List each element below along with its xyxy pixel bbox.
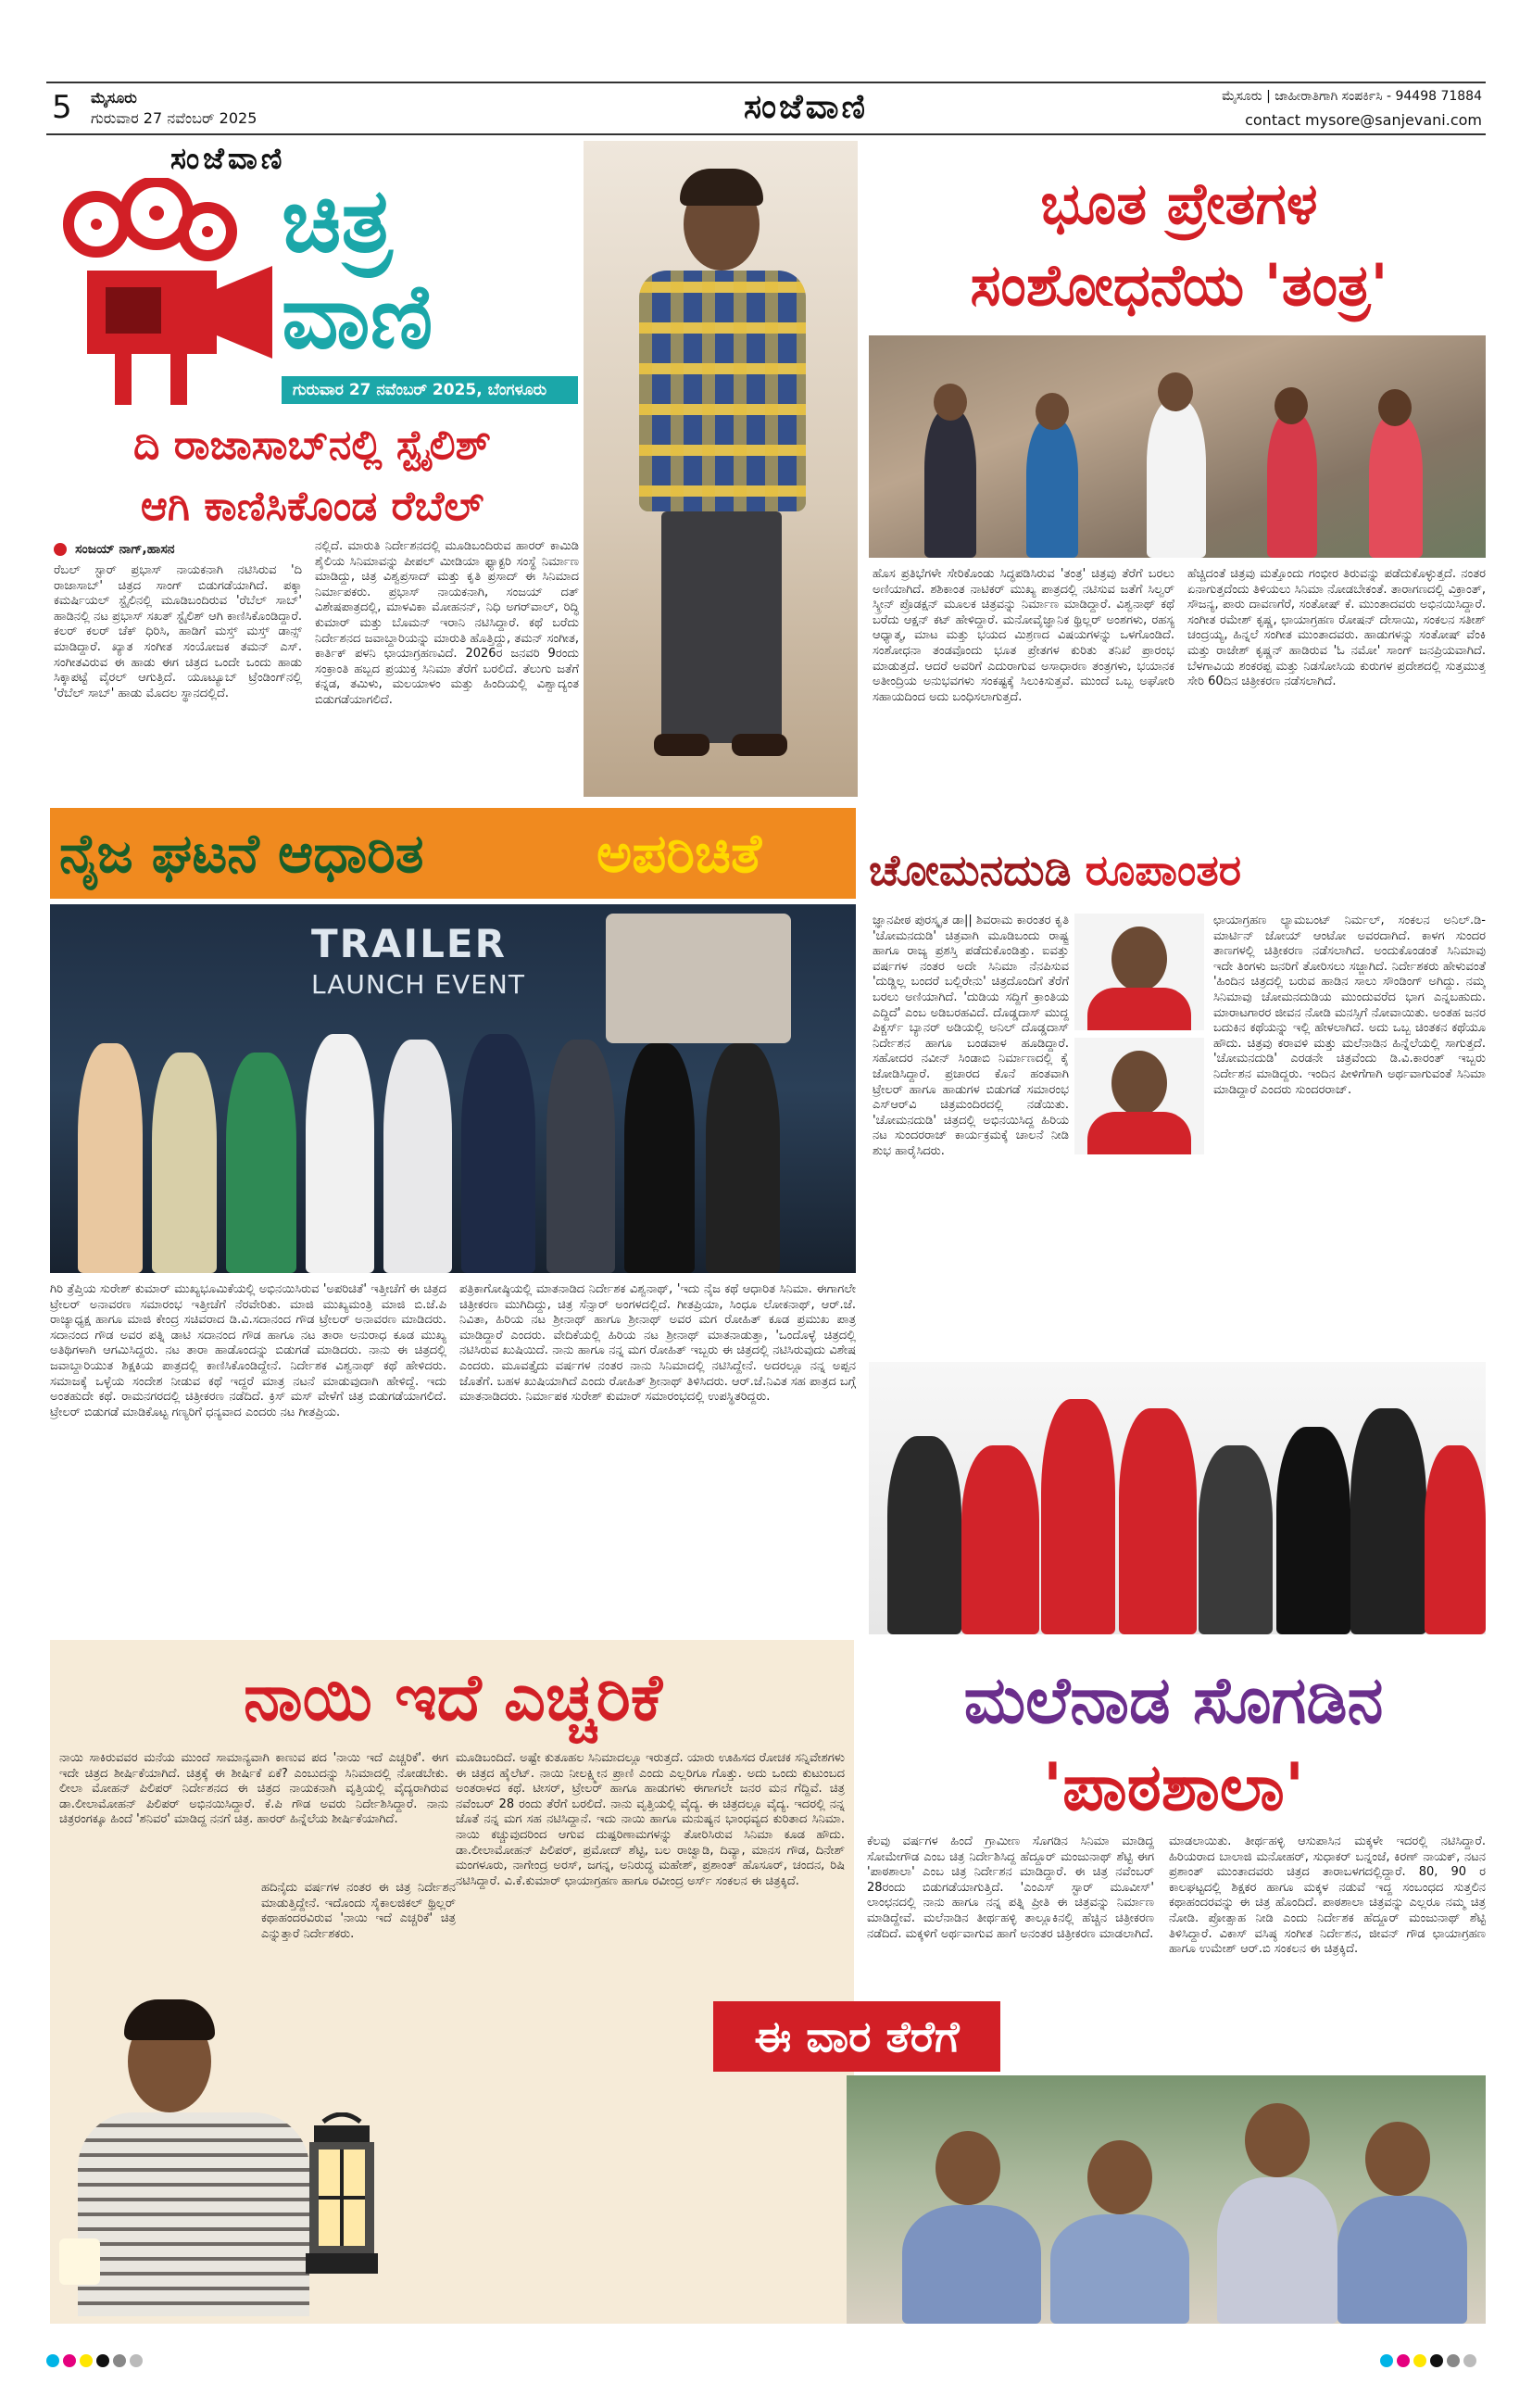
- gray-dot-icon: [113, 2354, 126, 2367]
- story3-col1: ಗಿರಿ ತ್ರೆಪ್ತಿಯ ಸುರೇಶ್ ಕುಮಾರ್ ಮುಖ್ಯಭೂಮಿಕೆಯಲ್ಲಿ ಅಭಿನಯಿಸಿರುವ 'ಅಪರಿಚಿತೆ' ಇತ್ತೀಚೆಗೆ ಈ ಚಿತ್ರದ ಟ್ರೇಲರ್ ಅನಾವರಣ ಸಮಾರಂಭ ಇತ್ತೀಚೆಗೆ ನೆರವೇರಿತು. ಮಾಜಿ ಮುಖ್ಯಮಂತ್ರಿ ಮಾಜಿ ಬಿ.ಜೆ.ಪಿ ರಾಜ್ಯಾಧ್ಯಕ್ಷ ಹಾಗೂ ಮಾಜಿ ಕೇಂದ್ರ ಸಚಿವರಾದ ಡಿ.ವಿ.ಸದಾನಂದ ಗೌಡ ಟ್ರೇಲರ್ ಅನಾವರಣ ಮಾಡಿದರು. ಸದಾನಂದ ಗೌಡ ಅವರ ಪತ್ನಿ ಡಾಟಿ ಸದಾನಂದ ಗೌಡ ಹಾಗೂ ನಟ ತಾರಾ ಅನುರಾಧ ಕೂಡ ಮುಖ್ಯ ಅತಿಥಿಗಳಾಗಿ ಆಗಮಿಸಿದ್ದರು. ನಟ ತಾರಾ ಹಾಡೊಂದನ್ನು ಬಿಡುಗಡೆ ಮಾಡಿದರು. ನಾನು ಈ ಚಿತ್ರದಲ್ಲಿ ಜವಾಬ್ದಾರಿಯುತ ಶಿಕ್ಷಕಿಯ ಪಾತ್ರದಲ್ಲಿ ಕಾಣಿಸಿಕೊಂಡಿದ್ದೇನೆ. ನಿರ್ದೇಶಕ ವಿಶ್ವನಾಥ್ ಕಥೆ ಹೇಳಿದರು. ಸಮಾಜಕ್ಕೆ ಒಳ್ಳೆಯ ಸಂದೇಶ ನೀಡುವ ಕಥೆ ಇದ್ದರೆ ಮಾತ್ರ ನಟನೆ ಮಾಡುವುದಾಗಿ ಹೇಳಿದ್ದೆ. ಇದು ಅಂತಹುದೇ ಕಥೆ. ರಾಮನಗರದಲ್ಲಿ ಚಿತ್ರೀಕರಣ ನಡೆದಿದೆ. ಕ್ರಿಸ್ ಮಸ್ ವೇಳೆಗೆ ಚಿತ್ರ ಬಿಡುಗಡೆಯಾಗಲಿದೆ. ಟ್ರೇಲರ್ ಬಿಡುಗಡೆ ಮಾಡಿಕೊಟ್ಟ ಗಣ್ಯರಿಗೆ ಧನ್ಯವಾದ ಎಂದರು ನಟ ಗೀತಪ್ರಿಯ.: [50, 1282, 446, 1419]
- photo-figure-shirt-overlay: [639, 271, 806, 511]
- chitravani-logo: [59, 141, 580, 410]
- logo-brand: ಸಂಜೆವಾಣಿ: [170, 141, 286, 176]
- photo-person-shirt: [1087, 988, 1191, 1030]
- photo-person: [887, 1436, 961, 1634]
- story5-col1: ನಾಯಿ ಸಾಕಿರುವವರ ಮನೆಯ ಮುಂದೆ ಸಾಮಾನ್ಯವಾಗಿ ಕಾಣುವ ಪದ 'ನಾಯಿ ಇದೆ ಎಚ್ಚರಿಕೆ'. ಈಗ ಇದೇ ಚಿತ್ರದ ಶೀರ್ಷಿಕೆಯಾಗಿದೆ. ಚಿತ್ರಕ್ಕೆ ಈ ಶೀರ್ಷಿಕೆ ಏಕೆ? ಎಂಬುದನ್ನು ಸಿನಿಮಾದಲ್ಲಿ ನೋಡಬೇಕು. ಲೀಲಾ ಮೋಹನ್ ಪಿಲಿಪರ್ ನಿರ್ದೇಶನದ ಈ ಚಿತ್ರದ ನಾಯಕನಾಗಿ ವೃತ್ತಿಯಲ್ಲಿ ವೈದ್ಯರಾಗಿರುವ ಡಾ.ಲೀಲಾಮೋಹನ್ ಪಿಲಿಪರ್ ಅಭಿನಯಿಸಿದ್ದಾರೆ. ಕೆ.ಪಿ ಗೌಡ ಅವರು ನಿರ್ದೇಶಿಸಿದ್ದಾರೆ. ನಾನು ಚಿತ್ರರಂಗಕ್ಕೂ ಹಿಂದೆ 'ಶನಿವರ' ಮಾಡಿದ್ದ ನನಗೆ ಚಿತ್ರ. ಹಾರರ್ ಹಿನ್ನೆಲೆಯ ಶೀರ್ಷಿಕೆಯಾಗಿದೆ.: [59, 1751, 448, 1827]
- logo-title-line2: ವಾಣಿ: [282, 265, 433, 369]
- photo-person-head: [1036, 393, 1069, 430]
- logo-title-line1: ಚಿತ್ರ: [282, 169, 393, 272]
- story4-col2: ಛಾಯಾಗ್ರಹಣ ಲ್ಯಾಮಬಂಟ್ ನಿರ್ಮಲ್, ಸಂಕಲನ ಅನಿಲ್.ಡಿ-ಮಾರ್ಟಿನ್ ಜೋಯ್ ಆಂಟೋ ಅವರದಾಗಿದೆ. ಕಾಳಗ ಸುಂದರ ತಾಣಗಳಲ್ಲಿ ಚಿತ್ರೀಕರಣ ನಡೆಸಲಾಗಿದೆ. ಅಂದುಕೊಂಡಂತೆ ಸಿನಿಮಾವು ಇದೇ ತಿಂಗಳು ಜನರಿಗೆ ತೋರಿಸಲು ಸಜ್ಜಾಗಿದೆ. ನಿರ್ದೇಶಕರು ಹೇಳುವಂತೆ 'ಹಿಂದಿನ ಚಿತ್ರದಲ್ಲಿ ಬರುವ ಹಾಡಿನ ಸಾಲು ಸೌಂಡಿಂಗ್ ಅಗಿದ್ದು. ನಮ್ಮ ಸಿನಿಮಾವು ಚೋಮನದುಡಿಯ ಮುಂದುವರೆದ ಭಾಗ ಎನ್ನಬಹುದು. ಮಾರಾಟಗಾರರ ಜೀವನ ನೋಡಿ ಮನಸ್ಸಿಗೆ ನೋವಾಯಿತು. ಅಂತಹ ಜನರ ಬದುಕಿನ ಕಥೆಯನ್ನು ಇಲ್ಲಿ ಹೇಳಲಾಗಿದೆ. ಅದು ಒಬ್ಬ ಚಿಂತಕನ ಕಥೆಯೂ ಹೌದು. ಚಿತ್ರವು ಕರಾವಳಿ ಮತ್ತು ಮಲೆನಾಡಿನ ಹಿನ್ನೆಲೆಯಲ್ಲಿ ಸಾಗುತ್ತದೆ. 'ಚೋಮನದುಡಿ' ಎರಡನೇ ಚಿತ್ರವೆಂದು ಡಿ.ವಿ.ಕಾರಂತ್ ಇಬ್ಬರು ನಿರ್ದೇಶನ ಮಾಡಿದ್ದರು. ಇಂದಿನ ಪೀಳಿಗೆಗಾಗಿ ಅರ್ಥವಾಗುವಂತೆ ಸಿನಿಮಾ ಮಾಡಿದ್ದಾರೆ ಎಂದರು ಸುಂದರರಾಜ್.: [1213, 914, 1486, 1097]
- magenta-dot-icon: [1397, 2354, 1410, 2367]
- photo-person: [383, 1040, 452, 1273]
- lantern-icon: [291, 2112, 393, 2288]
- page-number: 5: [52, 89, 72, 126]
- yellow-dot-icon: [1413, 2354, 1426, 2367]
- photo-person-head: [1111, 1051, 1167, 1116]
- story5-box: [50, 1640, 854, 2324]
- story3-headline-part2: ಅಪರಿಚಿತೆ: [596, 822, 762, 885]
- story2-headline-line1: ಭೂತ ಪ್ರೇತಗಳ: [1040, 170, 1318, 237]
- masthead-paper-name: ಸಂಜೆವಾಣಿ: [743, 87, 868, 126]
- story6-col1b: [1010, 1992, 1154, 2057]
- byline-text: ಸಂಜಯ್ ನಾಗ್,ಹಾಸನ: [75, 542, 175, 557]
- photo-figure-shoe: [732, 734, 787, 756]
- photo-person: [1425, 1445, 1486, 1634]
- photo-person-head: [1378, 389, 1412, 426]
- story5-headline: ನಾಯಿ ಇದೆ ಎಚ್ಚರಿಕೆ: [243, 1659, 662, 1735]
- story2-col2: ಹೆಚ್ಚಿದಂತೆ ಚಿತ್ರವು ಮತ್ತೊಂದು ಗಂಭೀರ ತಿರುವನ್ನು ಪಡೆದುಕೊಳ್ಳುತ್ತದೆ. ನಂತರ ಏನಾಗುತ್ತದೆಂದು ತಿಳಿಯಲು ಸಿನಿಮಾ ನೋಡಬೇಕಂತೆ. ತಾರಾಗಣದಲ್ಲಿ ವಿಕ್ರಾಂತ್, ಸೌಜನ್ಯ, ಪಾರು ದಾವಣಗೆರೆ, ಸಂತೋಷ್ ಕೆ. ಮುಂತಾದವರು ಅಭಿನಯಿಸಿದ್ದಾರೆ. ಸಂಗೀತ ರಮೇಶ್ ಕೃಷ್ಣ, ಛಾಯಾಗ್ರಹಣ ರೋಷನ್ ದೇಸಾಯಿ, ಸಂಕಲನ ಸತೀಶ್ ಚಂದ್ರಯ್ಯ, ಹಿನ್ನಲೆ ಸಂಗೀತ ಮುಂತಾದವರು. ಹಾಡುಗಳನ್ನು ಸಂತೋಷ್ ವೆಂಕಿ ಮತ್ತು ರಾಜೇಶ್ ಕೃಷ್ಣನ್ ಹಾಡಿರುವ 'ಓ ನಮೋ' ಸಾಂಗ್ ಜನಪ್ರಿಯವಾಗಿದೆ. ಬೆಳಗಾವಿಯ ಶಂಕರಪ್ಪ ಮತ್ತು ನಿಡಸೋಸಿಯ ಕುರುಗಳ ಪ್ರದೇಶದಲ್ಲಿ ಸುತ್ತಮುತ್ತ ಸೇರಿ 60ದಿನ ಚಿತ್ರೀಕರಣ ನಡೆಸಲಾಗಿದೆ.: [1187, 567, 1486, 689]
- photo-person-head: [934, 384, 967, 421]
- photo-person: [924, 410, 976, 558]
- black-dot-icon: [96, 2354, 109, 2367]
- story1-byline: [54, 539, 332, 560]
- photo-person: [226, 1053, 296, 1273]
- registration-marks-right: [1380, 2353, 1491, 2372]
- photo-person: [1276, 1427, 1350, 1634]
- photo-person: [1147, 400, 1206, 558]
- story4-headline-part2: ರೂಪಾಂತರ: [1085, 845, 1242, 895]
- photo-person: [1369, 415, 1423, 558]
- photo-person-head: [1111, 927, 1167, 991]
- story5-col2: ಹದಿನೈದು ವರ್ಷಗಳ ನಂತರ ಈ ಚಿತ್ರ ನಿರ್ದೇಶನ ಮಾಡುತ್ತಿದ್ದೇನೆ. ಇದೊಂದು ಸೈಕಾಲಜಿಕಲ್ ಥ್ರಿಲ್ಲರ್ ಕಥಾಹಂದರವಿರುವ 'ನಾಯಿ ಇದೆ ಎಚ್ಚರಿಕೆ' ಚಿತ್ರ ಎನ್ನುತ್ತಾರೆ ನಿರ್ದೇಶಕರು.: [261, 1881, 456, 1941]
- photo-person-hair: [124, 1999, 215, 2040]
- trailer-launch-text-line2: LAUNCH EVENT: [311, 969, 525, 1000]
- paathashaala-photo: [847, 2075, 1486, 2324]
- black-dot-icon: [1430, 2354, 1443, 2367]
- chomanadudi-team-photo: [869, 1362, 1486, 1634]
- photo-person-sweater: [78, 2112, 309, 2316]
- this-week-release-badge: [713, 2001, 1000, 2072]
- photo-person: [461, 1034, 535, 1273]
- film-camera-icon: [59, 178, 291, 410]
- story6-headline-line1: ಮಲೆನಾಡ ಸೊಗಡಿನ: [963, 1662, 1384, 1738]
- photo-person-head: [1158, 372, 1193, 411]
- photo-person: [546, 1040, 615, 1273]
- story1-col1: ರೆಬಲ್ ಸ್ಟಾರ್ ಪ್ರಭಾಸ್ ನಾಯಕನಾಗಿ ನಟಿಸಿರುವ 'ದಿ ರಾಜಾಸಾಬ್' ಚಿತ್ರದ ಸಾಂಗ್ ಬಿಡುಗಡೆಯಾಗಿದೆ. ಪಕ್ಕಾ ಕಮರ್ಷಿಯಲ್ ಸ್ಟೈಲಿನಲ್ಲಿ ಮೂಡಿಬಂದಿರುವ 'ರೆಬೆಲ್ ಸಾಬ್' ಹಾಡಿನಲ್ಲಿ ನಟ ಪ್ರಭಾಸ್ ಸಖತ್ ಸ್ಟೈಲಿಶ್ ಆಗಿ ಕಾಣಿಸಿಕೊಂಡಿದ್ದಾರೆ. ಕಲರ್ ಕಲರ್ ಚೆಕ್ ಧಿರಿಸಿ, ಹಾಡಿಗೆ ಮಸ್ತ್ ಮಸ್ತ್ ಡಾನ್ಸ್ ಮಾಡಿದ್ದಾರೆ. ಖ್ಯಾತ ಸಂಗೀತ ಸಂಯೋಜಕ ತಮನ್ ಎಸ್. ಸಂಗೀತವಿರುವ ಈ ಹಾಡು ಈಗ ಚಿತ್ರದ ಒಂದೇ ಒಂದು ಹಾಡು ಸಿಕ್ಕಾಪಟ್ಟೆ ವೈರಲ್ ಆಗುತ್ತಿದೆ. ಯೂಟ್ಯೂಬ್ ಟ್ರೆಂಡಿಂಗ್‌ನಲ್ಲಿ 'ರೆಬೆಲ್ ಸಾಬ್' ಹಾಡು ಮೊದಲ ಸ್ಥಾನದಲ್ಲಿದೆ.: [54, 563, 302, 700]
- story3-col2: ಪತ್ರಿಕಾಗೋಷ್ಠಿಯಲ್ಲಿ ಮಾತನಾಡಿದ ನಿರ್ದೇಶಕ ವಿಶ್ವನಾಥ್, 'ಇದು ನೈಜ ಕಥೆ ಆಧಾರಿತ ಸಿನಿಮಾ. ಈಗಾಗಲೇ ಚಿತ್ರೀಕರಣ ಮುಗಿದಿದ್ದು, ಚಿತ್ರ ಸೆನ್ಸಾರ್ ಅಂಗಳದಲ್ಲಿದೆ. ಗೀತಪ್ರಿಯಾ, ಸಿಂಧೂ ಲೋಕನಾಥ್, ಆರ್.ಜೆ. ನಿವಿತಾ, ಹಿರಿಯ ನಟ ಶ್ರೀನಾಥ್ ಹಾಗೂ ಶ್ರೀನಾಥ್ ಅವರ ಮಗ ರೋಹಿತ್ ಕೂಡ ಪ್ರಮುಖ ಪಾತ್ರ ಮಾಡಿದ್ದಾರೆ ಎಂದರು. ವೇದಿಕೆಯಲ್ಲಿ ಹಿರಿಯ ನಟ ಶ್ರೀನಾಥ್ ಮಾತನಾಡುತ್ತಾ, 'ಒಂದೊಳ್ಳೆ ಚಿತ್ರದಲ್ಲಿ ನಟಿಸಿರುವ ಖುಷಿಯಿದೆ. ನಾನು ಹಾಗೂ ನನ್ನ ಮಗ ರೋಹಿತ್ ಇಬ್ಬರು ಈ ಚಿತ್ರದಲ್ಲಿ ನಟಿಸಿರುವುದು ವಿಶೇಷ ಎಂದರು. ಮೂವತ್ತೈದು ವರ್ಷಗಳ ನಂತರ ನಾನು ಸಿನಿಮಾದಲ್ಲಿ ನಟಿಸಿದ್ದೇನೆ. ಅದರಲ್ಲೂ ನನ್ನ ಅಪ್ಪನ ಜೊತೆಗೆ. ಬಹಳ ಖುಷಿಯಾಗಿದೆ ಎಂದು ರೋಹಿತ್ ಶ್ರೀನಾಥ್ ತಿಳಿಸಿದರು. ಆರ್.ಜೆ.ನಿವಿತ ಸಹ ಪಾತ್ರದ ಬಗ್ಗೆ ಮಾತನಾಡಿದರು. ನಿರ್ಮಾಪಕ ಸುರೇಶ್ ಕುಮಾರ್ ಸಮಾರಂಭದಲ್ಲಿ ಉಪಸ್ಥಿತರಿದ್ದರು.: [459, 1282, 856, 1405]
- badge-text: ಈ ವಾರ ತೆರೆಗೆ: [754, 2011, 960, 2061]
- photo-person: [902, 2205, 1041, 2324]
- yellow-dot-icon: [80, 2354, 93, 2367]
- photo-person-head: [1087, 2140, 1152, 2214]
- lantern-man-photo: [59, 1973, 448, 2316]
- light-gray-dot-icon: [1463, 2354, 1476, 2367]
- byline-dot-icon: [54, 543, 67, 556]
- director-photo-1: [1074, 914, 1204, 1030]
- poster-face: [606, 914, 791, 1043]
- story4-headline-part1: ಚೋಮನದುಡಿ: [869, 845, 1072, 895]
- story6-col1: ಕೆಲವು ವರ್ಷಗಳ ಹಿಂದೆ ಗ್ರಾಮೀಣ ಸೊಗಡಿನ ಸಿನಿಮಾ ಮಾಡಿದ್ದ ಸೋಮೇಗೌಡ ಎಂಬ ಚಿತ್ರ ನಿರ್ದೇಶಿಸಿದ್ದ ಹೆದ್ದೂರ್ ಮಂಜುನಾಥ್ ಶೆಟ್ಟಿ ಈಗ 'ಪಾಠಶಾಲಾ' ಎಂಬ ಚಿತ್ರ ನಿರ್ದೇಶನ ಮಾಡಿದ್ದಾರೆ. ಈ ಚಿತ್ರ ನವೆಂಬರ್ 28ರಂದು ಬಿಡುಗಡೆಯಾಗುತ್ತಿದೆ. 'ಎಂಎಸ್ ಸ್ಟಾರ್ ಮೂವೀಸ್' ಲಾಂಛನದಲ್ಲಿ ನಾನು ಹಾಗೂ ನನ್ನ ಪತ್ನಿ ಪ್ರೀತಿ ಈ ಚಿತ್ರವನ್ನು ನಿರ್ಮಾಣ ಮಾಡಿದ್ದೇವೆ. ಮಲೆನಾಡಿನ ತೀರ್ಥಹಳ್ಳಿ ತಾಲ್ಲೂಕಿನಲ್ಲಿ ಹೆಚ್ಚಿನ ಚಿತ್ರೀಕರಣ ನಡೆದಿದೆ. ಮಕ್ಕಳಿಗೆ ಅರ್ಥವಾಗುವ ಹಾಗೆ ಅನಂತರ ಚಿತ್ರೀಕರಣ ಮಾಡಲಾಗಿದೆ.: [867, 1834, 1154, 1941]
- masthead-date: ಗುರುವಾರ 27 ನವೆಂಬರ್ 2025: [91, 109, 257, 127]
- photo-figure-shoe: [654, 734, 709, 756]
- masthead-city: ಮೈಸೂರು: [91, 89, 137, 107]
- photo-person-shirt: [1087, 1112, 1191, 1154]
- photo-person: [78, 1043, 143, 1273]
- story3-headline-part1: ನೈಜ ಘಟನೆ ಆಧಾರಿತ: [59, 822, 424, 885]
- director-photo-2: [1074, 1038, 1204, 1154]
- photo-person: [152, 1053, 217, 1273]
- photo-person: [1199, 1445, 1273, 1634]
- registration-marks-left: [46, 2353, 157, 2372]
- photo-person: [1217, 2177, 1337, 2324]
- photo-person: [1050, 2214, 1189, 2324]
- photo-person: [1267, 413, 1317, 558]
- story5-col3: ಮೂಡಿಬಂದಿದೆ. ಅಷ್ಟೇ ಕುತೂಹಲ ಸಿನಿಮಾದಲ್ಲೂ ಇರುತ್ತದೆ. ಯಾರು ಊಹಿಸದ ರೋಚಕ ಸನ್ನಿವೇಶಗಳು ಈ ಚಿತ್ರದ ಹೈಲೆಟ್. ನಾಯಿ ನೀಲಕ್ಷ್ಮೀನ ಪ್ರಾಣಿ ಎಂದು ಎಲ್ಲರಿಗೂ ಗೊತ್ತು. ಅದು ಒಂದು ಕುಟುಂಬದ ಅಂತರಾಳದ ಕಥೆ. ಟೀಸರ್, ಟ್ರೇಲರ್ ಹಾಗೂ ಹಾಡುಗಳು ಈಗಾಗಲೇ ಜನರ ಮನ ಗೆದ್ದಿವೆ. ಚಿತ್ರ ನವೆಂಬರ್ 28 ರಂದು ತೆರೆಗೆ ಬರಲಿದೆ. ನಾನು ವೃತ್ತಿಯಲ್ಲಿ ವೈದ್ಯ. ಈ ಚಿತ್ರದಲ್ಲೂ ವೈದ್ಯ. ಇದರಲ್ಲಿ ನನ್ನ ಜೊತೆ ನನ್ನ ಮಗ ಸಹ ನಟಿಸಿದ್ದಾನೆ. ಇದು ನಾಯಿ ಹಾಗೂ ಮನುಷ್ಯನ ಭಾಂಧವ್ಯದ ಕುರಿತಾದ ಸಿನಿಮಾ. ನಾಯಿ ಕಚ್ಚುವುದರಿಂದ ಆಗುವ ದುಷ್ಪರಿಣಾಮಗಳನ್ನು ತೋರಿಸಿರುವ ಸಿನಿಮಾ ಕೂಡ ಹೌದು. ಡಾ.ಲೀಲಾಮೋಹನ್ ಪಿಲಿಪರ್, ಪ್ರಮೋದ್ ಶೆಟ್ಟಿ, ಬಲ ರಾಜ್ವಾಡಿ, ದಿವ್ಯಾ, ಮಾನಸ ಗೌಡ, ದಿನೇಶ್ ಮಂಗಳೂರು, ನಾಗೇಂದ್ರ ಅರಸ್, ಜಗನ್ನ, ಅನಿರುದ್ಧ ಮಹೇಶ್, ಪ್ರಶಾಂತ್ ಹೊಸೂರ್, ಚಂದನ, ರಿಷಿ ನಟಿಸಿದ್ದಾರೆ. ವಿ.ಕೆ.ಕುಮಾರ್ ಛಾಯಾಗ್ರಹಣ ಹಾಗೂ ರವೀಂದ್ರ ಅರ್ಸ್ ಸಂಕಲನ ಈ ಚಿತ್ರಕ್ಕಿದೆ.: [456, 1751, 845, 1888]
- photo-person: [1041, 1399, 1115, 1634]
- masthead: [46, 82, 1486, 135]
- story6-col2: ಮಾಡಲಾಯಿತು. ತೀರ್ಥಹಳ್ಳಿ ಆಸುಪಾಸಿನ ಮಕ್ಕಳೇ ಇದರಲ್ಲಿ ನಟಿಸಿದ್ದಾರೆ. ಹಿರಿಯರಾದ ಬಾಲಾಜಿ ಮನೋಹರ್, ಸುಧಾಕರ್ ಬನ್ನಂಜೆ, ಕಿರಣ್ ನಾಯಕ್, ನಟನ ಪ್ರಶಾಂತ್ ಮುಂತಾದವರು ಚಿತ್ರದ ತಾರಾಬಳಗದಲ್ಲಿದ್ದಾರೆ. 80, 90 ರ ಕಾಲಘಟ್ಟದಲ್ಲಿ ಶಿಕ್ಷಕರ ಹಾಗೂ ಮಕ್ಕಳ ನಡುವೆ ಇದ್ದ ಸಂಬಂಧದ ಸುತ್ತಲಿನ ಕಥಾಹಂದರವನ್ನು ಈ ಚಿತ್ರ ಹೊಂದಿದೆ. ಪಾಠಶಾಲಾ ಚಿತ್ರವನ್ನು ಎಲ್ಲರೂ ನಮ್ಮ ಚಿತ್ರ ನೋಡಿ. ಪ್ರೋತ್ಸಾಹ ನೀಡಿ ಎಂದು ನಿರ್ದೇಶಕ ಹೆದ್ದೂರ್ ಮಂಜುನಾಥ್ ಶೆಟ್ಟಿ ತಿಳಿಸಿದ್ದಾರೆ. ವಿಕಾಸ್ ವಸಿಷ್ಠ ಸಂಗೀತ ನಿರ್ದೇಶನ, ಜೀವನ್ ಗೌಡ ಛಾಯಾಗ್ರಹಣ ಹಾಗೂ ಉಮೇಶ್ ಆರ್.ಬಿ ಸಂಕಲನ ಈ ಚಿತ್ರಕ್ಕಿದೆ.: [1169, 1834, 1486, 1957]
- photo-person: [1119, 1408, 1197, 1634]
- story1-headline-line1: ದಿ ರಾಜಾಸಾಬ್‌ನಲ್ಲಿ ಸ್ಟೈಲಿಶ್: [133, 422, 491, 469]
- photo-person-head: [1275, 387, 1308, 424]
- photo-person: [1026, 419, 1078, 558]
- photo-person: [706, 1043, 780, 1273]
- photo-person-head: [936, 2131, 1000, 2205]
- light-gray-dot-icon: [130, 2354, 143, 2367]
- cyan-dot-icon: [1380, 2354, 1393, 2367]
- story1-col2: ನಲ್ಲಿದೆ. ಮಾರುತಿ ನಿರ್ದೇಶನದಲ್ಲಿ ಮೂಡಿಬಂದಿರುವ ಹಾರರ್ ಕಾಮಿಡಿ ಶೈಲಿಯ ಸಿನಿಮಾವನ್ನು ಪೀಪಲ್ ಮೀಡಿಯಾ ಫ್ಯಾಕ್ಟರಿ ಸಂಸ್ಥೆ ನಿರ್ಮಾಣ ಮಾಡಿದ್ದು, ಚಿತ್ರ ವಿಶ್ವಪ್ರಸಾದ್ ಮತ್ತು ಕೃತಿ ಪ್ರಸಾದ್ ಈ ಸಿನಿಮಾದ ನಿರ್ಮಾಪಕರು. ಪ್ರಭಾಸ್ ನಾಯಕನಾಗಿ, ಸಂಜಯ್ ದತ್ ವಿಶೇಷಪಾತ್ರದಲ್ಲಿ, ಮಾಳವಿಕಾ ಮೋಹನನ್, ನಿಧಿ ಅಗರ್‌ವಾಲ್, ರಿದ್ಧಿ ಕುಮಾರ್ ಮತ್ತು ಬೊಮನ್ ಇರಾನಿ ನಟಿಸಿದ್ದಾರೆ. ಕಥೆ ಬರೆದು ನಿರ್ದೇಶನದ ಜವಾಬ್ದಾರಿಯನ್ನು ಮಾರುತಿ ಹೊತ್ತಿದ್ದು, ತಮನ್ ಸಂಗೀತ, ಕಾರ್ತಿಕ್ ಪಳನಿ ಛಾಯಾಗ್ರಹಣವಿದೆ. 2026ರ ಜನವರಿ 9ರಂದು ಸಂಕ್ರಾಂತಿ ಹಬ್ಬದ ಪ್ರಯುಕ್ತ ಸಿನಿಮಾ ತೆರೆಗೆ ಬರಲಿದೆ. ತೆಲುಗು ಜತೆಗೆ ಕನ್ನಡ, ತಮಿಳು, ಮಲಯಾಳಂ ಮತ್ತು ಹಿಂದಿಯಲ್ಲಿ ವಿಶ್ವಾದ್ಯಂತ ಬಿಡುಗಡೆಯಾಗಲಿದೆ.: [315, 539, 579, 707]
- photo-person-head: [1245, 2103, 1310, 2177]
- story1-headline-line2: ಆಗಿ ಕಾಣಿಸಿಕೊಂಡ ರೆಬೆಲ್: [140, 483, 484, 530]
- masthead-contact-email: contact mysore@sanjevani.com: [1245, 111, 1482, 129]
- aparichite-trailer-photo: [50, 904, 856, 1273]
- photo-person: [961, 1445, 1039, 1634]
- candle-icon: [59, 2238, 100, 2285]
- story4-col1: ಜ್ಞಾನಪೀಠ ಪುರಸ್ಕೃತ ಡಾ|| ಶಿವರಾಮ ಕಾರಂತರ ಕೃತಿ 'ಚೋಮನದುಡಿ' ಚಿತ್ರವಾಗಿ ಮೂಡಿಬಂದು ರಾಷ್ಟ್ರ ಹಾಗೂ ರಾಜ್ಯ ಪ್ರಶಸ್ತಿ ಪಡೆದುಕೊಂಡಿತ್ತು. ಐವತ್ತು ವರ್ಷಗಳ ನಂತರ ಅದೇ ಸಿನಿಮಾ ನೆನಪಿಸುವ 'ದುಡ್ಡಿಲ್ಲ ಬಂದರೆ ಬಲ್ಲಿರೇನು' ಚಿತ್ರದೊಂದಿಗೆ ತೆರೆಗೆ ಬರಲು ಅಣಿಯಾಗಿದೆ. 'ದುಡಿಯ ಸದ್ದಿಗೆ ಕ್ರಾಂತಿಯ ಎದ್ದಿದೆ' ಎಂಬ ಅಡಿಬರಹವಿದೆ. ದೊಡ್ಡದಾಸ್ ಮುದ್ದ ಪಿಕ್ಚರ್ಸ್ ಬ್ಯಾನರ್ ಅಡಿಯಲ್ಲಿ ಅನಿಲ್ ದೊಡ್ಡದಾಸ್ ನಿರ್ದೇಶನ ಹಾಗೂ ಬಂಡವಾಳ ಹೂಡಿದ್ದಾರೆ. ಸಹೋದರ ನವೀನ್ ಸಿಂಡಾಬಿ ನಿರ್ಮಾಣದಲ್ಲಿ ಕೈ ಜೋಡಿಸಿದ್ದಾರೆ. ಪ್ರಚಾರದ ಕೊನೆ ಹಂತವಾಗಿ ಟ್ರೇಲರ್ ಹಾಗೂ ಹಾಡುಗಳ ಬಿಡುಗಡೆ ಸಮಾರಂಭ ಎಸ್‌ಆರ್‌ವಿ ಚಿತ್ರಮಂದಿರದಲ್ಲಿ ನಡೆಯಿತು. 'ಚೋಮನದುಡಿ' ಚಿತ್ರದಲ್ಲಿ ಅಭಿನಯಿಸಿದ್ದ ಹಿರಿಯ ನಟ ಸುಂದರರಾಜ್ ಕಾರ್ಯಕ್ರಮಕ್ಕೆ ಚಾಲನೆ ನೀಡಿ ಶುಭ ಹಾರೈಸಿದರು.: [873, 914, 1069, 1158]
- story4-headline: [869, 845, 1486, 906]
- photo-person-head: [1365, 2122, 1430, 2196]
- prabhas-photo: [584, 141, 858, 797]
- trailer-launch-text-line1: TRAILER: [311, 921, 507, 966]
- masthead-contact-line1: ಮೈಸೂರು | ಜಾಹೀರಾತಿಗಾಗಿ ಸಂಪರ್ಕಿಸಿ - 94498 71884: [1222, 89, 1482, 104]
- story3-headline-band: [50, 808, 856, 899]
- photo-figure-hair: [680, 169, 763, 206]
- story6-headline-line2: 'ಪಾಠಶಾಲಾ': [1042, 1749, 1305, 1825]
- photo-person: [624, 1043, 695, 1273]
- cyan-dot-icon: [46, 2354, 59, 2367]
- photo-person: [1337, 2196, 1467, 2324]
- photo-person: [306, 1034, 374, 1273]
- magenta-dot-icon: [63, 2354, 76, 2367]
- story2-col1: ಹೊಸ ಪ್ರತಿಭೆಗಳೇ ಸೇರಿಕೊಂಡು ಸಿದ್ಧಪಡಿಸಿರುವ 'ತಂತ್ರ' ಚಿತ್ರವು ತೆರೆಗೆ ಬರಲು ಅಣಿಯಾಗಿದೆ. ಶಶಿಕಾಂತ ನಾಟಿಕರ್ ಮುಖ್ಯ ಪಾತ್ರದಲ್ಲಿ ನಟಿಸುವ ಜತೆಗೆ ಸಿಲ್ವರ್ ಸ್ಕ್ರೀನ್ ಪ್ರೊಡಕ್ಷನ್ ಮೂಲಕ ಚಿತ್ರವನ್ನು ನಿರ್ಮಾಣ ಮಾಡಿದ್ದಾರೆ. ವಿಶ್ವನಾಥ್ ಕಥೆ ಬರೆದು ಆಕ್ಷನ್ ಕಟ್ ಹೇಳಿದ್ದಾರೆ. ಮನೋವೈಜ್ಞಾನಿಕ ಥ್ರಿಲ್ಲರ್ ಅಂಶಗಳು, ರಹಸ್ಯ ಆಧ್ಯಾತ್ಮ, ಮಾಟ ಮತ್ತು ಭಯದ ಮಿಶ್ರಣದ ವಿಷಯಗಳನ್ನು ಒಳಗೊಂಡಿದೆ. ಸಂಶೋಧನಾ ತಂಡವೊಂದು ಭೂತ ಪ್ರೇತಗಳ ಕುರಿತು ತನಿಖೆ ಪ್ರಾರಂಭ ಮಾಡುತ್ತದೆ. ಆದರೆ ಅವರಿಗೆ ಎದುರಾಗುವ ಅಸಾಧಾರಣ ತಂತ್ರಗಳು, ಭಯಾನಕ ಅತೀಂದ್ರಿಯ ಅನುಭವಗಳು ಸಂಕಷ್ಟಕ್ಕೆ ಸಿಲುಕಿಸುತ್ತವೆ. ಮುಂದೆ ಒಬ್ಬ ಅಘೋರಿ ಸಹಾಯದಿಂದ ಅದು ಬಂಧಿಸಲಾಗುತ್ತದೆ.: [873, 567, 1174, 704]
- tantra-photo: [869, 335, 1486, 558]
- photo-person: [1350, 1408, 1426, 1634]
- gray-dot-icon: [1447, 2354, 1460, 2367]
- story2-headline-line2: ಸಂಶೋಧನೆಯ 'ತಂತ್ರ': [970, 251, 1388, 319]
- photo-figure-legs: [661, 511, 782, 743]
- logo-date-strip: ಗುರುವಾರ 27 ನವೆಂಬರ್ 2025, ಬೆಂಗಳೂರು: [282, 376, 578, 404]
